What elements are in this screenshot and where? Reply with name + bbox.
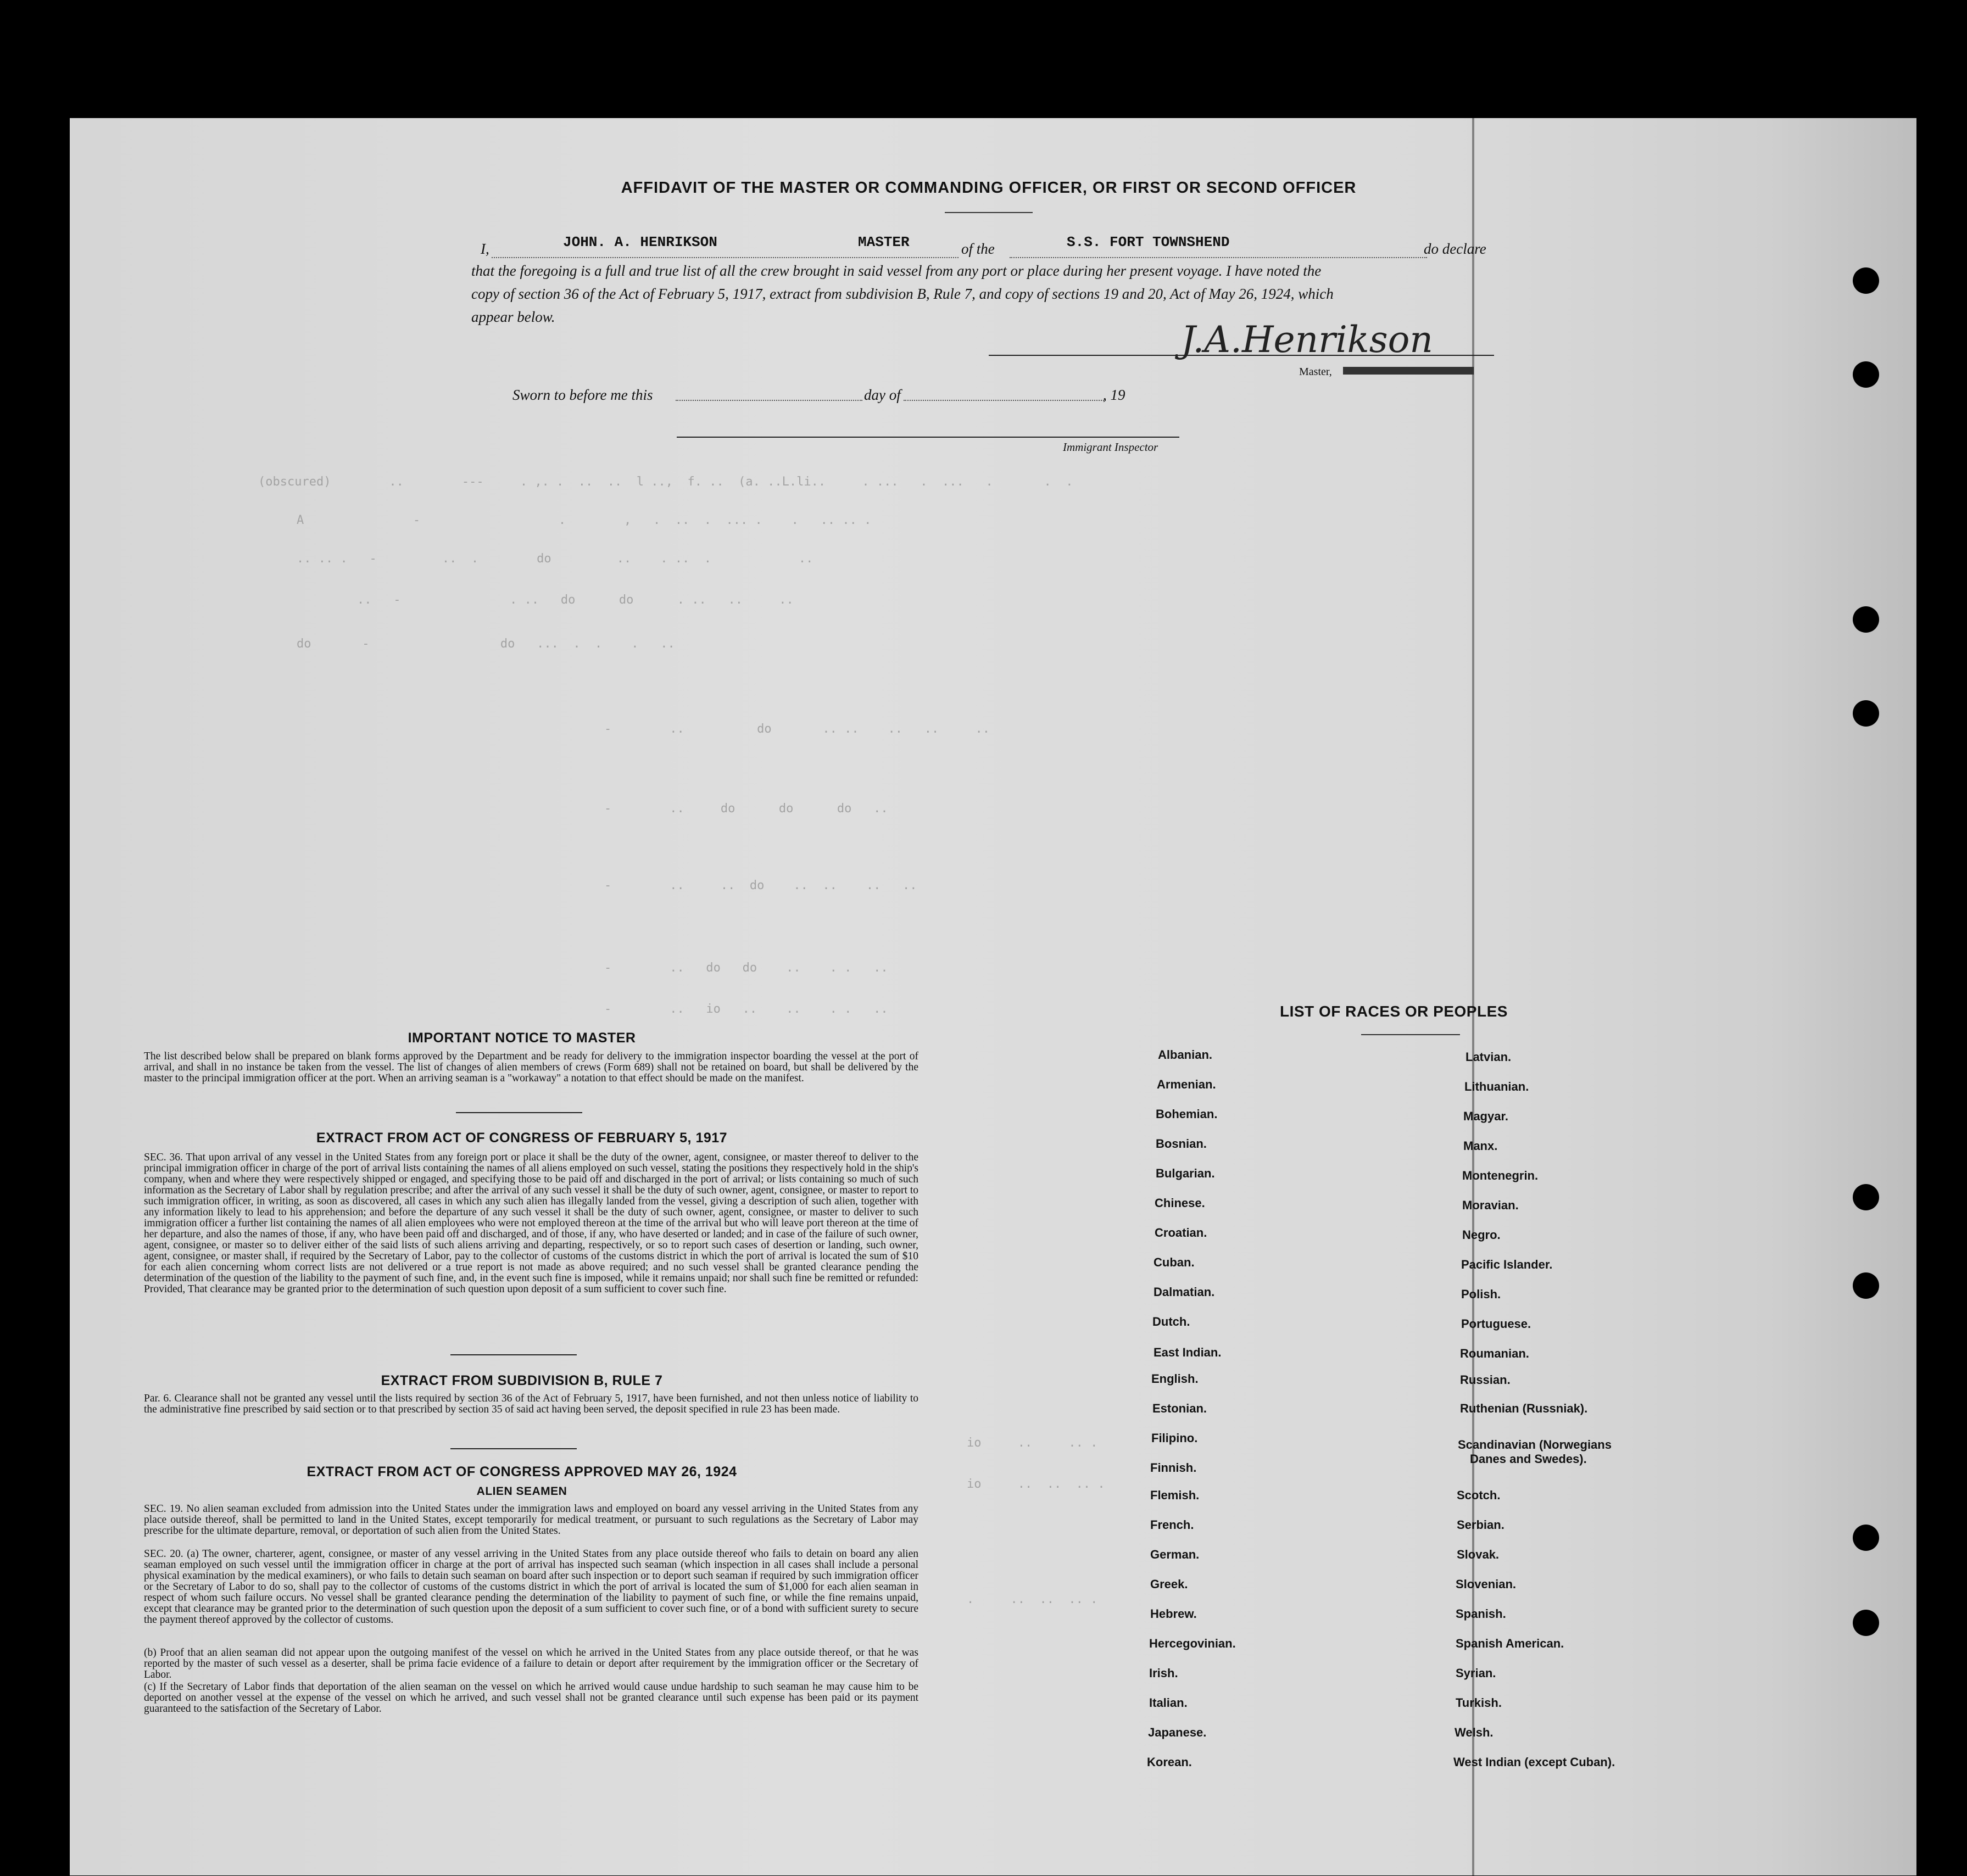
race-item: Portuguese. xyxy=(1461,1317,1531,1331)
of-the-label: of the xyxy=(961,241,995,257)
punch-hole-icon xyxy=(1853,1525,1879,1551)
punch-hole-icon xyxy=(1853,267,1879,294)
sworn-day-underline xyxy=(676,400,862,401)
punch-hole-icon xyxy=(1853,606,1879,633)
master-name: JOHN. A. HENRIKSON xyxy=(563,234,717,250)
affidavit-title: AFFIDAVIT OF THE MASTER OR COMMANDING OFFICER, OR FIRST OR SECOND OFFICER xyxy=(621,179,1357,197)
inspector-label: Immigrant Inspector xyxy=(1063,440,1158,454)
day-of-label: day of xyxy=(864,387,901,403)
do-declare-label: do declare xyxy=(1424,241,1486,257)
sworn-year: , 19 xyxy=(1103,387,1125,403)
race-item: Greek. xyxy=(1150,1577,1188,1591)
race-item: Estonian. xyxy=(1152,1402,1207,1415)
races-underline xyxy=(1361,1034,1460,1035)
declaration-prefix: I, xyxy=(481,241,489,257)
sworn-month-underline xyxy=(904,400,1106,401)
race-item: Hebrew. xyxy=(1150,1607,1197,1621)
race-item: Roumanian. xyxy=(1460,1347,1529,1360)
race-item: German. xyxy=(1150,1548,1200,1561)
inspector-line xyxy=(677,437,1179,438)
race-item: Syrian. xyxy=(1456,1666,1496,1680)
punch-hole-icon xyxy=(1853,700,1879,727)
race-item: Russian. xyxy=(1460,1373,1511,1387)
race-item: West Indian (except Cuban). xyxy=(1453,1755,1615,1769)
race-item: Slovak. xyxy=(1457,1548,1500,1561)
race-item: Manx. xyxy=(1463,1139,1498,1153)
race-item: Dalmatian. xyxy=(1154,1285,1215,1299)
race-item: Negro. xyxy=(1462,1228,1501,1242)
notice-text: The list described below shall be prepared on blank forms approved by the Department and be ready for delivery to the immigration inspector boarding the vessel at the port of arrival, and shall in no instance be taken from the vessel. The list of changes of alien members of crews (Form 689) shall not be retained on board, but shall be delivered by the master to the principal immigration officer at the port. When an arriving seaman is a "workaway" a notation to that effect should be made on the manifest. xyxy=(144,1051,918,1084)
signature-caption: Master, xyxy=(1299,366,1332,378)
master-rank: MASTER xyxy=(858,234,910,250)
race-item: Slovenian. xyxy=(1456,1577,1517,1591)
notice-heading: IMPORTANT NOTICE TO MASTER xyxy=(408,1030,636,1046)
race-item: Pacific Islander. xyxy=(1461,1258,1553,1271)
race-item: Lithuanian. xyxy=(1464,1080,1529,1093)
race-item: Hercegovinian. xyxy=(1149,1637,1236,1650)
race-item: French. xyxy=(1150,1518,1194,1532)
race-item: Croatian. xyxy=(1155,1226,1207,1240)
race-item: Spanish American. xyxy=(1456,1637,1564,1650)
race-item: Latvian. xyxy=(1466,1050,1512,1064)
sworn-label: Sworn to before me this xyxy=(512,387,653,403)
extract-1924-heading: EXTRACT FROM ACT OF CONGRESS APPROVED MAY 26, 1924 xyxy=(307,1464,737,1479)
extract-1917-heading: EXTRACT FROM ACT OF CONGRESS OF FEBRUARY 5, 1917 xyxy=(316,1130,728,1146)
punch-hole-icon xyxy=(1853,1610,1879,1636)
sec20a-text: SEC. 20. (a) The owner, charterer, agent, consignee, or master of any vessel arriving in the United States from any place outside thereof who fails to detain on board any alien seaman employed on such vessel until the immigration officer in charge at the port of arrival has inspected such seaman (which inspection in all cases shall include a personal physical examination by the medical examiners), or who fails to detain such seaman on board after such inspection or to deport such seaman if required by such immigration officer or the Secretary of Labor to do so, shall pay to the collector of customs of the customs district in which the port of arrival is located the sum of $1,000 for each alien seaman in respect of whom such failure occurs. No vessel shall be granted clearance pending the determination of the liability to payment of such fine, or while the fine remains unpaid, except that clearance may be granted prior to the determination of such question upon the deposit of a sum sufficient to cover such fine, or of a bond with sufficient surety to secure the payment thereof approved by the collector of customs. xyxy=(144,1548,918,1626)
struck-out-text xyxy=(1343,367,1474,375)
race-item: English. xyxy=(1151,1372,1199,1386)
alien-seamen-heading: ALIEN SEAMEN xyxy=(476,1485,567,1498)
sec20c-text: (c) If the Secretary of Labor finds that deportation of the alien seaman on the vessel on which he arrived would cause undue hardship to such seaman he may cause him to be deported on another vessel at the expense of the vessel on which he arrived, and such vessel shall not be granted clearance until such expense has been paid or its payment guaranteed to the satisfaction of the Secretary of Labor. xyxy=(144,1681,918,1715)
race-item: Scotch. xyxy=(1457,1488,1501,1502)
extract-1917-text: SEC. 36. That upon arrival of any vessel in the United States from any foreign port or place it shall be the duty of the owner, agent, consignee, or master thereof to deliver to the principal immigration officer in charge of the port of arrival lists containing the names of all aliens employed on such vessel, stating the positions they respectively hold in the ship's company, when and where they were respectively shipped or engaged, and specifying those to be paid off and discharged in the port of arrival; or lists containing so much of such information as the Secretary of Labor shall by regulation prescribe; and after the arrival of any such vessel it shall be the duty of such owner, agent, consignee, or master to report to such immigration officer, in writing, as soon as discovered, all cases in which any such alien has illegally landed from the vessel, giving a description of such alien, together with any information likely to lead to his apprehension; and before the departure of any such vessel it shall be the duty of such owner, agent, consignee, or master to deliver to such immigration officer a further list containing the names of all alien employees who were not employed thereon at the time of the arrival but who will leave port thereon at the time of her departure, and also the names of those, if any, who have been paid off and discharged, and of those, if any, who have deserted or landed; and in case of the failure of such owner, agent, consignee, or master so to deliver either of the said lists of such aliens arriving and departing, respectively, or so to report such cases of desertion or landing, such owner, agent, consignee, or master shall, if required by the Secretary of Labor, pay to the collector of customs of the customs district in which the port of arrival is located the sum of $10 for each alien concerning whom correct lists are not delivered or a true report is not made as above required; and no such vessel shall be granted clearance pending the determination of the question of the liability to the payment of such fine, and, in the event such fine is imposed, while it remains unpaid; nor shall such fine be remitted or refunded: Provided, That clearance may be granted prior to the determination of such question upon deposit of a sum sufficient to cover such fine. xyxy=(144,1152,918,1295)
divider xyxy=(450,1354,577,1355)
race-item: East Indian. xyxy=(1154,1345,1222,1359)
race-item: Scandinavian (Norwegians xyxy=(1458,1438,1612,1451)
race-item: Welsh. xyxy=(1455,1726,1494,1739)
race-item: Finnish. xyxy=(1150,1461,1197,1475)
page: AFFIDAVIT OF THE MASTER OR COMMANDING OFFICER, OR FIRST OR SECOND OFFICER I, JOHN. A. HENRIKSON MASTER of the S.S. FORT TOWNSHEND do declare that the foregoing is a full and true list of all the crew brought in said vessel from any port or place during her present voyage. I have noted the copy of section 36 of the Act of February 5, 1917, extract from subdivision B, Rule 7, and copy of sections 19 and 20, Act of May 26, 1924, which appear below. J.A.Henrikson Master, Sworn to before me this day of , 19 Immigrant Inspector (obscured) .. --- . ,. . .. .. l .., f. .. (a. ..L.li.. . ... . ... . . . A - . , . .. . ... . . .. .. . .. .. . - .. . do .. . .. . .. .. - . .. do do . .. .. .. do - do ... . . . .. - .. do .. .. .. .. .. - .. do do do .. - .. .. do .. .. .. .. - .. do do .. . . .. - .. io .. .. . . .. io .. .. . io .. .. .. . . .. .. .. . IMPORTANT NOTICE TO MASTER The list described below shall be prepared on blank forms approved by the Department and be ready for delivery to the immigration inspector boarding the vessel at the port of arrival, and shall in no instance be taken from the vessel. The list of changes of alien members of crews (Form 689) shall not be retained on board, but shall be delivered by the master to the principal immigration officer at the port. When an arriving seaman is a "workaway" a notation to that effect should be made on the manifest. EXTRACT FROM ACT OF CONGRESS OF FEBRUARY 5, 1917 SEC. 36. That upon arrival of any vessel in the United States from any foreign port or place it shall be the duty of the owner, agent, consignee, or master thereof to deliver to the principal immigration officer in charge of the port of arrival lists containing the names of all aliens employed on such vessel, stating the positions they respectively hold in the ship's company, when and where they were respectively shipped or engaged, and specifying those to be paid off and discharged in the port of arrival; or lists containing so much of such information as the Secretary of Labor shall by regulation prescribe; and after the arrival of any such vessel it shall be the duty of such owner, agent, consignee, or master to report to such immigration officer, in writing, as soon as discovered, all cases in which any such alien has illegally landed from the vessel, giving a description of such alien, together with any information likely to lead to his apprehension; and before the departure of any such vessel it shall be the duty of such owner, agent, consignee, or master to deliver to such immigration officer a further list containing the names of all alien employees who were not employed thereon at the time of the arrival but who will leave port thereon at the time of her departure, and also the names of those, if any, who have been paid off and discharged, and of those, if any, who have deserted or landed; and in case of the failure of such owner, agent, consignee, or master so to deliver either of the said lists of such aliens arriving and departing, respectively, or so to report such cases of desertion or landing, such owner, agent, consignee, or master shall, if required by the Secretary of Labor, pay to the collector of customs of the customs district in which the port of arrival is located the sum of $10 for each alien concerning whom correct lists are not delivered or a true report is not made as above required; and no such vessel shall be granted clearance pending the determination of the question of the liability to the payment of such fine, and, in the event such fine is imposed, while it remains unpaid; nor shall such fine be remitted or refunded: Provided, That clearance may be granted prior to the determination of such question upon deposit of a sum sufficient to cover such fine. EXTRACT FROM SUBDIVISION B, RULE 7 Par. 6. Clearance shall not be granted any vessel until the lists required by section 36 of the Act of February 5, 1917, have been furnished, and not then unless notice of liability to the administrative fine prescribed by said section or to that prescribed by section 35 of said act having been served, the deposit specified in rule 23 has been made. EXTRACT FROM ACT OF CONGRESS APPROVED MAY 26, 1924 ALIEN SEAMEN SEC. 19. No alien seaman excluded from admission into the United States under the immigration laws and employed on board any vessel arriving in the United States from any place outside thereof, shall be permitted to land in the United States, except temporarily for medical treatment, or pursuant to such regulations as the Secretary of Labor may prescribe for the ultimate departure, removal, or deportation of such alien from the United States. SEC. 20. (a) The owner, charterer, agent, consignee, or master of any vessel arriving in the United States from any place outside thereof who fails to detain on board any alien seaman employed on such vessel until the immigration officer in charge at the port of arrival has inspected such seaman (which inspection in all cases shall include a personal physical examination by the medical examiners), or who fails to detain such seaman on board after such inspection or to deport such seaman if required by such immigration officer or the Secretary of Labor to do so, shall pay to the collector of customs of the customs district in which the port of arrival is located the sum of $1,000 for each alien seaman in respect of whom such failure occurs. No vessel shall be granted clearance pending the determination of the liability to payment of such fine, or while the fine remains unpaid, except that clearance may be granted prior to the determination of such question upon the deposit of a sum sufficient to cover such fine, or of a bond with sufficient surety to secure the payment thereof approved by the collector of customs. (b) Proof that an alien seaman did not appear upon the outgoing manifest of the vessel on which he arrived in the United States from any place outside thereof, or that he was reported by the master of such vessel as a deserter, shall be prima facie evidence of a failure to detain or deport after requirement by the immigration officer or the Secretary of Labor. (c) If the Secretary of Labor finds that deportation of the alien seaman on the vessel on which he arrived would cause undue hardship to such seaman he may cause him to be deported on another vessel at the expense of the vessel on which he arrived, and such vessel shall not be granted clearance until such expense has been paid or its payment guaranteed to the satisfaction of the Secretary of Labor. LIST OF RACES OR PEOPLES Albanian. Armenian. Bohemian. Bosnian. Bulgarian. Chinese. Croatian. Cuban. Dalmatian. Dutch. East Indian. English. Estonian. Filipino. Finnish. Flemish. French. German. Greek. Hebrew. Hercegovinian. Irish. Italian. Japanese. Korean. Latvian. Lithuanian. Magyar. Manx. Montenegrin. Moravian. Negro. Pacific Islander. Polish. Portuguese. Roumanian. Russian. Ruthenian (Russniak). Scandinavian (Norwegians Danes and Swedes). Scotch. Serbian. Slovak. Slovenian. Spanish. Spanish American. Syrian. Turkish. Welsh. West Indian (except Cuban). xyxy=(0,0,1967,1876)
declaration-line-4: appear below. xyxy=(471,309,555,325)
vessel-underline xyxy=(1010,257,1427,258)
race-item: Bohemian. xyxy=(1156,1107,1218,1121)
race-item: Armenian. xyxy=(1157,1077,1216,1091)
title-underline xyxy=(945,212,1033,213)
race-item: Polish. xyxy=(1461,1287,1501,1301)
declaration-line-3: copy of section 36 of the Act of February 5, 1917, extract from subdivision B, Rule 7, and copy of sections 19 and 20, Act of May 26, 1924, which xyxy=(471,286,1334,302)
race-item: Danes and Swedes). xyxy=(1470,1452,1587,1466)
race-item: Bulgarian. xyxy=(1156,1166,1215,1180)
punch-hole-icon xyxy=(1853,361,1879,388)
race-item: Moravian. xyxy=(1462,1198,1519,1212)
race-item: Bosnian. xyxy=(1156,1137,1207,1151)
race-item: Flemish. xyxy=(1150,1488,1200,1502)
declaration-line-2: that the foregoing is a full and true list of all the crew brought in said vessel from any port or place during her present voyage. I have noted the xyxy=(471,263,1322,279)
vessel-name: S.S. FORT TOWNSHEND xyxy=(1067,234,1230,250)
races-heading: LIST OF RACES OR PEOPLES xyxy=(1280,1003,1508,1020)
race-item: Dutch. xyxy=(1152,1315,1190,1328)
race-item: Japanese. xyxy=(1148,1726,1207,1739)
race-item: Irish. xyxy=(1149,1666,1178,1680)
punch-hole-icon xyxy=(1853,1272,1879,1299)
race-item: Korean. xyxy=(1147,1755,1192,1769)
race-item: Montenegrin. xyxy=(1462,1169,1539,1182)
race-item: Filipino. xyxy=(1151,1431,1198,1445)
punch-hole-icon xyxy=(1853,1184,1879,1210)
race-item: Serbian. xyxy=(1457,1518,1504,1532)
rule7-heading: EXTRACT FROM SUBDIVISION B, RULE 7 xyxy=(381,1373,663,1388)
race-item: Turkish. xyxy=(1456,1696,1502,1710)
sec20b-text: (b) Proof that an alien seaman did not appear upon the outgoing manifest of the vessel on which he arrived in the United States from any place outside thereof, or that he was reported by the master of such vessel as a deserter, shall be prima facie evidence of a failure to detain or deport after requirement by the immigration officer or the Secretary of Labor. xyxy=(144,1647,918,1680)
race-item: Albanian. xyxy=(1158,1048,1213,1062)
race-item: Italian. xyxy=(1149,1696,1188,1710)
divider xyxy=(450,1448,577,1449)
sec19-text: SEC. 19. No alien seaman excluded from admission into the United States under the immigration laws and employed on board any vessel arriving in the United States from any place outside thereof, shall be permitted to land in the United States, except temporarily for medical treatment, or pursuant to such regulations as the Secretary of Labor may prescribe for the ultimate departure, removal, or deportation of such alien from the United States. xyxy=(144,1503,918,1537)
divider xyxy=(456,1112,582,1113)
race-item: Magyar. xyxy=(1463,1109,1508,1123)
race-item: Ruthenian (Russniak). xyxy=(1460,1402,1588,1415)
race-item: Spanish. xyxy=(1456,1607,1506,1621)
name-underline xyxy=(492,257,959,258)
race-item: Cuban. xyxy=(1154,1255,1195,1269)
rule7-text: Par. 6. Clearance shall not be granted any vessel until the lists required by section 36 of the Act of February 5, 1917, have been furnished, and not then unless notice of liability to the administrative fine prescribed by said section or to that prescribed by section 35 of said act having been served, the deposit specified in rule 23 has been made. xyxy=(144,1393,918,1415)
race-item: Chinese. xyxy=(1155,1196,1205,1210)
master-signature: J.A.Henrikson xyxy=(1181,319,1433,361)
